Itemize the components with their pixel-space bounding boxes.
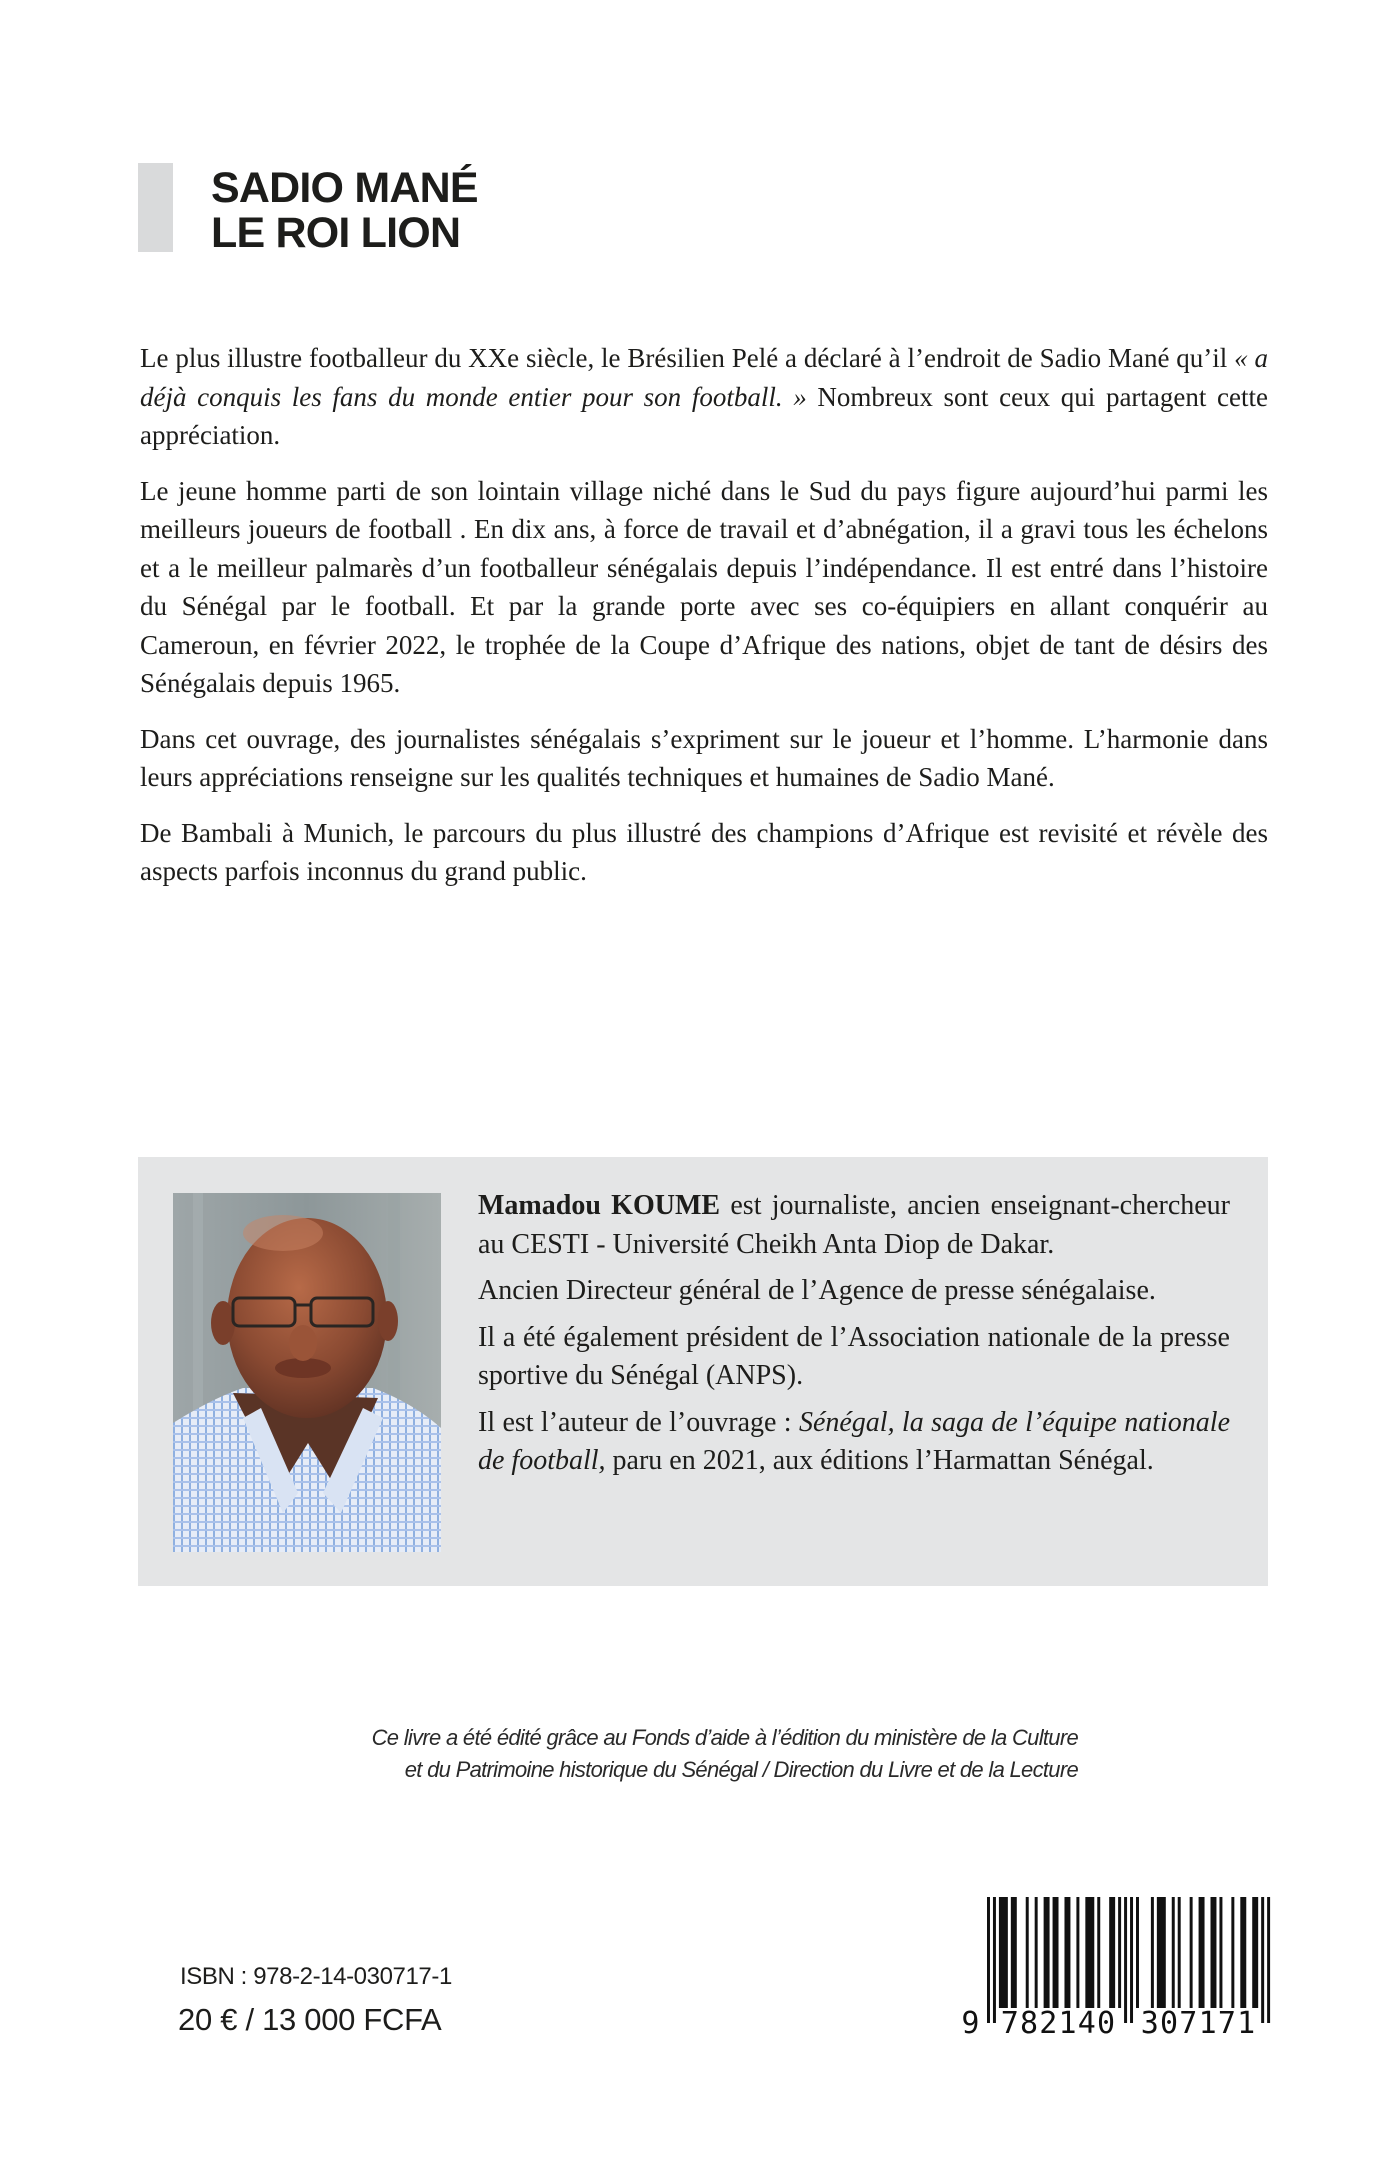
barcode-bar [1252,1897,1258,2008]
barcode-bar [1130,1897,1133,2023]
barcode-bar [1219,1897,1222,2008]
barcode-bar [1124,1897,1127,2023]
barcode-bar [1085,1897,1094,2008]
barcode-bar [1172,1897,1175,2008]
author-bio-paragraph-3: Il a été également président de l’Association nationale de la presse sportive du Sénégal (ANPS). [478,1321,1230,1391]
blurb-paragraph-2: Le jeune homme parti de son lointain village niché dans le Sud du pays figure aujourd’hui parmi les meilleurs joueurs de football . En dix ans, à force de travail et d’abnégation, il a gravi tous les échelons et a le meilleur palmarès d’un footballeur sénégalais depuis l’indépendance. Il est entré dans l’histoire du Sénégal par le football. Et par la grande porte avec ses co-équipiers en allant conquérir au Cameroun, en février 2022, le trophée de la Coupe d’Afrique des nations, objet de tant de désirs des Sénégalais depuis 1965. [140,475,1268,698]
blurb-p1-text-end: Nombreux sont ceux qui partagent cette appréciation. [140,381,1268,450]
author-bio-paragraph-2: Ancien Directeur général de l’Agence de presse sénégalaise. [478,1275,1156,1306]
blurb-paragraph-4: De Bambali à Munich, le parcours du plus illustré des champions d’Afrique est revisité et révèle des aspects parfois inconnus du grand public. [140,817,1268,886]
blurb-paragraph-3: Dans cet ouvrage, des journalistes sénégalais s’expriment sur le joueur et l’homme. L’harmonie dans leurs appréciations renseigne sur les qualités techniques et humaines de Sadio Mané. [140,723,1268,792]
barcode-bar [1076,1897,1079,2008]
publishing-credit [120,1722,1078,1786]
book-title-line-1: SADIO MANÉ [211,164,478,212]
credit-line-1: Ce livre a été édité grâce au Fonds d’aide à l’édition du ministère de la Culture [371,1725,1078,1750]
barcode-bar [1151,1897,1154,2008]
barcode-bar [1231,1897,1234,2008]
barcode-bar [1240,1897,1246,2008]
book-title [211,166,478,256]
barcode-bar [1026,1897,1029,2008]
barcode-bar [1097,1897,1100,2008]
barcode-bar [1011,1897,1017,2008]
title-accent-bar [138,163,173,252]
barcode-bar [1199,1897,1205,2008]
barcode-bar [1267,1897,1270,2023]
barcode-digit-lead: 9 [961,2006,981,2040]
credit-line-2: et du Patrimoine historique du Sénégal / Direction du Livre et de la Lecture [404,1757,1078,1782]
blurb-paragraph-1 [140,339,1268,455]
isbn-barcode [955,1890,1285,2040]
isbn: ISBN : 978-2-14-030717-1 [180,1963,452,1990]
book-title-line-2: LE ROI LION [211,209,461,257]
barcode-bar [999,1897,1008,2008]
barcode-digits-right: 307171 [1140,2006,1257,2040]
barcode-bar [1035,1897,1038,2008]
barcode-bar [1053,1897,1059,2008]
barcode-bar [1157,1897,1166,2008]
author-bio-paragraph-4 [478,1404,1230,1481]
previous-book-title: Sénégal, la saga de l’équipe nationale de football, [478,1406,1230,1476]
barcode-bar [987,1897,990,2023]
price: 20 € / 13 000 FCFA [178,2002,442,2037]
barcode-bar [1044,1897,1050,2008]
author-bio-4-end: paru en 2021, aux éditions l’Harmattan Sénégal. [605,1445,1154,1476]
author-bio-box [138,1157,1268,1586]
barcode-bar [1109,1897,1115,2008]
barcode-bar [1118,1897,1121,2008]
barcode-bar [1261,1897,1264,2023]
author-portrait-image [173,1193,441,1552]
barcode-digits-left: 782140 [1000,2006,1117,2040]
back-cover-blurb [140,339,1268,908]
barcode-bar [993,1897,996,2023]
blurb-p1-text: Le plus illustre footballeur du XXe siècle, le Brésilien Pelé a déclaré à l’endroit de Sadio Mané qu’il [140,343,1235,373]
barcode-bar [1064,1897,1070,2008]
author-bio-1: est journaliste, ancien enseignant-chercheur au CESTI - Université Cheikh Anta Diop de Dakar. [478,1190,1231,1260]
barcode-bar [1178,1897,1181,2008]
barcode-bar [1136,1897,1139,2008]
barcode-bar [1211,1897,1217,2008]
barcode-bar [1190,1897,1193,2008]
author-name: Mamadou KOUME [478,1190,721,1221]
author-photo [173,1193,441,1552]
author-bio-paragraph-1 [478,1187,1230,1264]
author-bio-text [478,1187,1230,1489]
author-bio-4: Il est l’auteur de l’ouvrage : [478,1406,799,1438]
pele-quote: « a déjà conquis les fans du monde entier pour son football. » [140,343,1268,412]
